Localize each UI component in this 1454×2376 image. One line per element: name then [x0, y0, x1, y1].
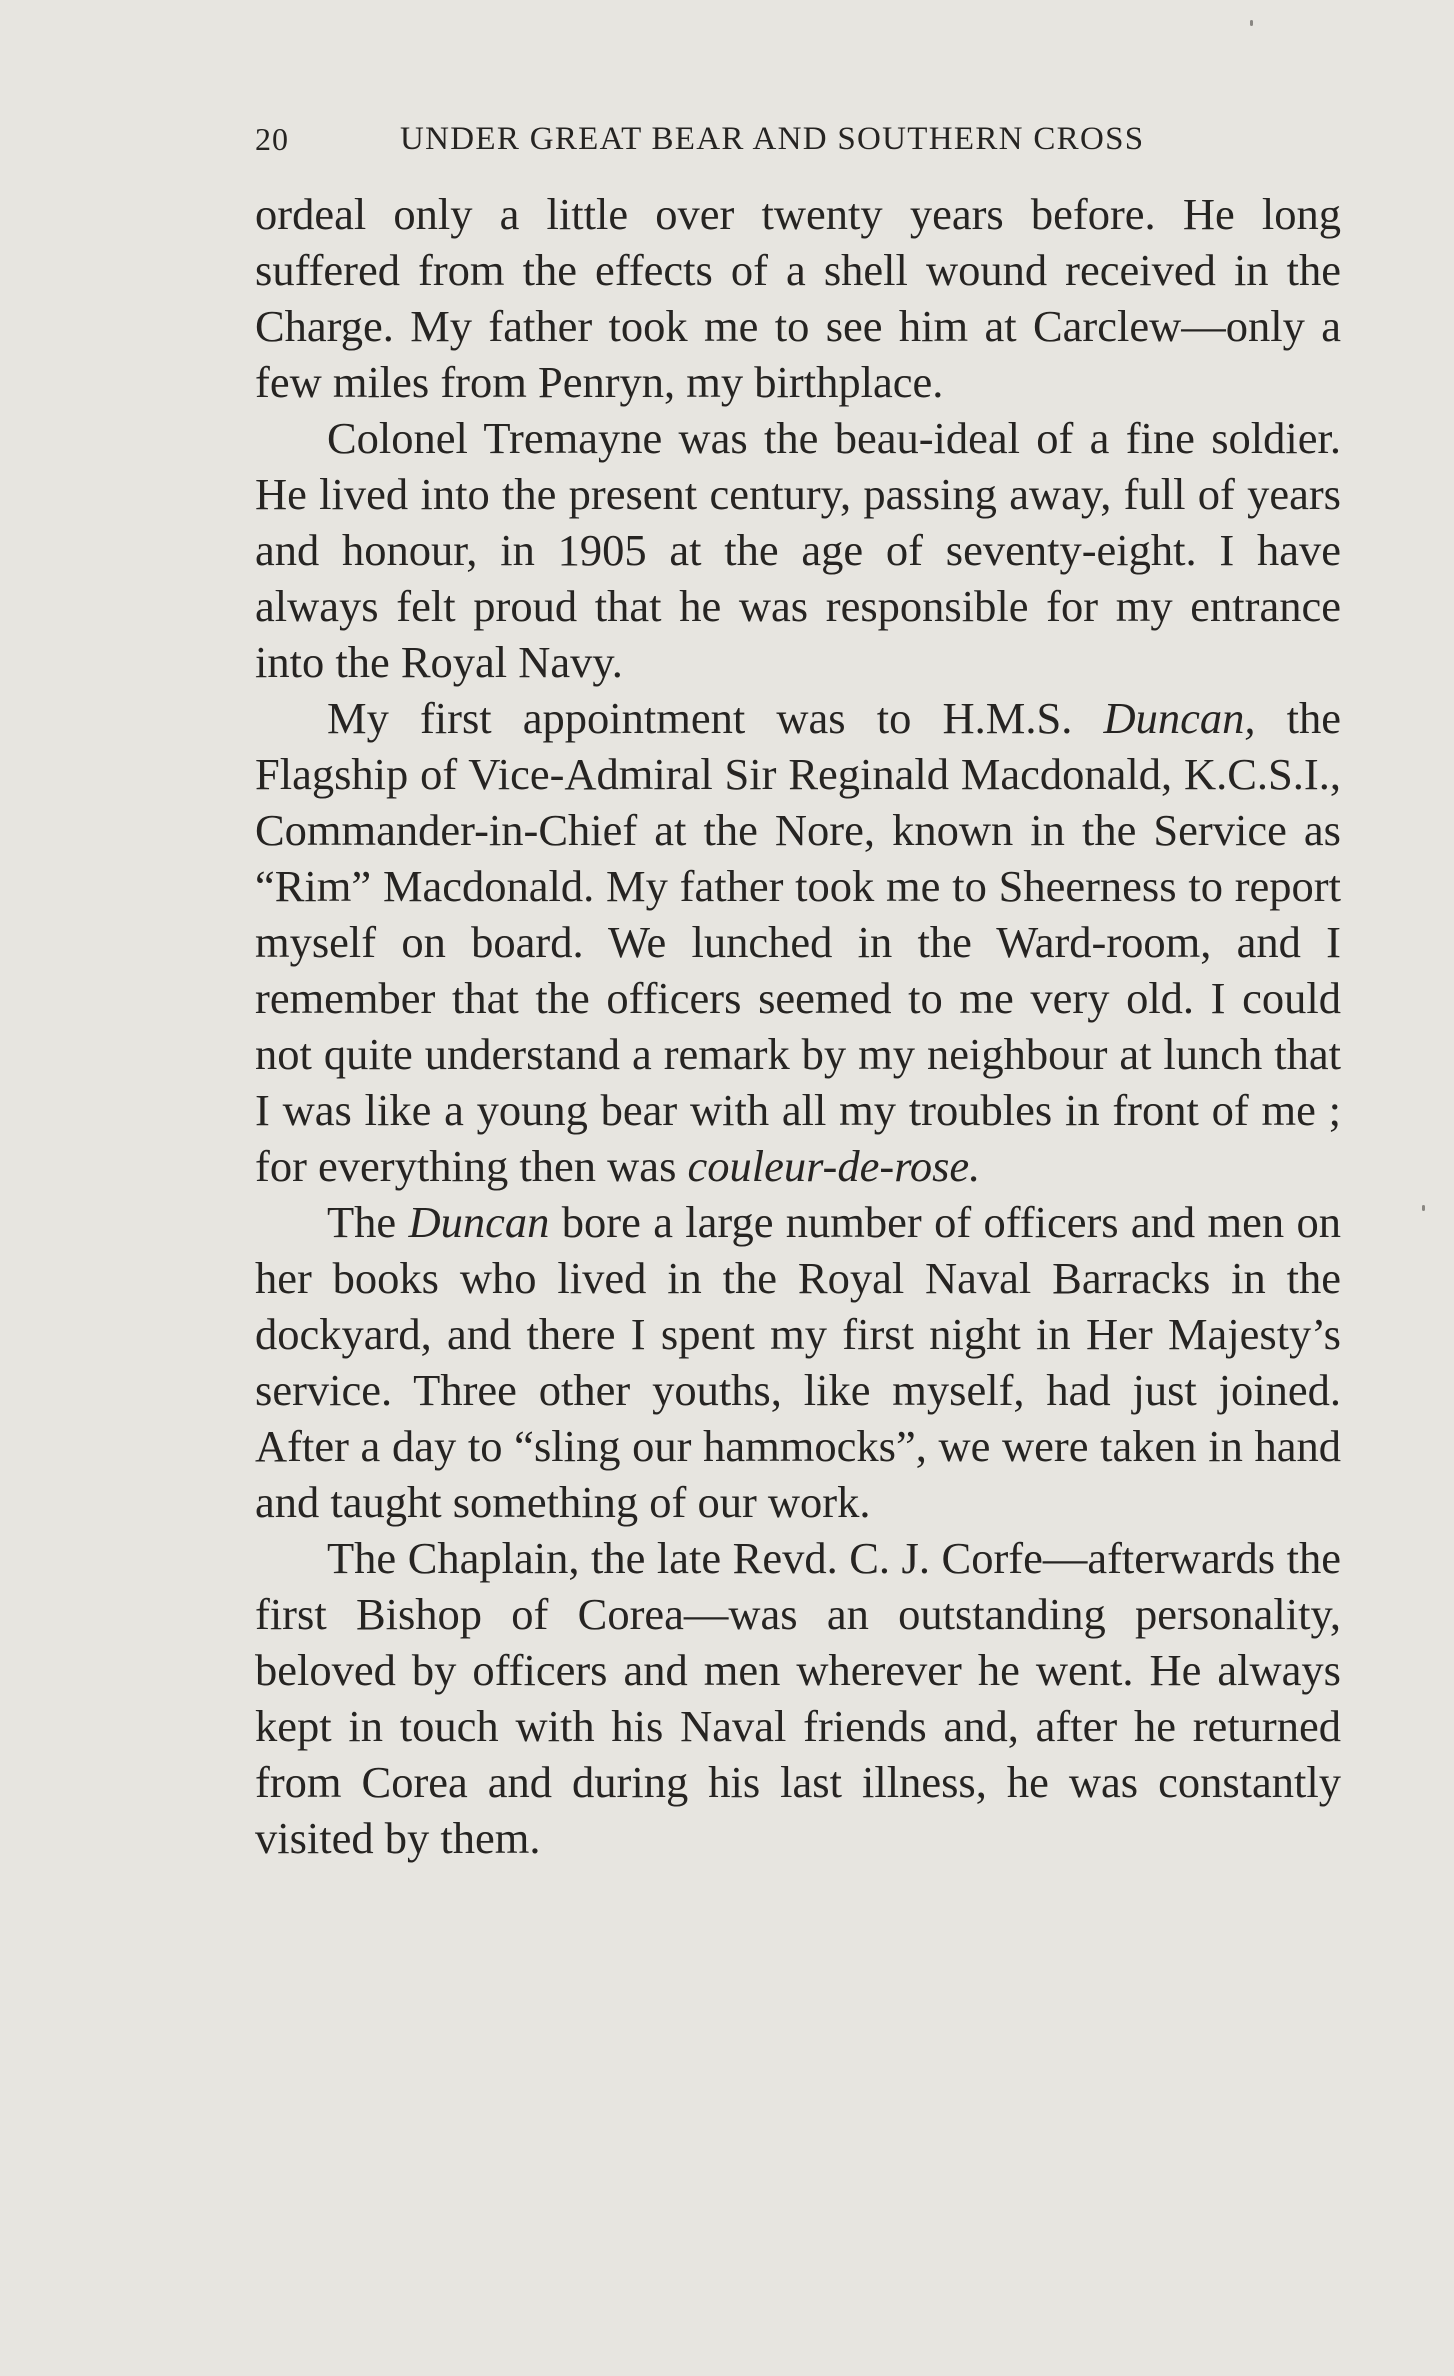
paragraph-5 — [255, 1530, 1341, 1866]
paragraph-4 — [255, 1194, 1341, 1530]
french-phrase-italic: couleur-de-rose. — [687, 1141, 981, 1191]
paragraph-3-text-middle: the Flagship of Vice-Admiral Sir Reginald Macdonald, K.C.S.I., Commander-in-Chief at the Nore, known in the Service as “Rim” Macdonald. My father took me to Sheerness to report myself on board. We lunched in the Ward-room, and I remember that the officers seemed to me very old. I could not quite understand a remark by my neighbour at lunch that I was like a young bear with all my troubles in front of me ; for everything then was — [255, 693, 1341, 1191]
paragraph-3 — [255, 690, 1341, 1194]
paragraph-1 — [255, 186, 1341, 410]
paragraph-4-text-end: bore a large number of officers and men on her books who lived in the Royal Naval Barracks in the dockyard, and there I spent my first night in Her Majesty’s service. Three other youths, like myself, had just joined. After a day to “sling our hammocks”, we were taken in hand and taught something of our work. — [255, 1197, 1341, 1527]
paragraph-1-text: ordeal only a little over twenty years before. He long suffered from the effects of a shell wound received in the Charge. My father took me to see him at Carclew—only a few miles from Penryn, my birthplace. — [255, 189, 1341, 407]
paper-fleck — [1250, 20, 1253, 26]
paragraph-2 — [255, 410, 1341, 690]
ship-name-italic: Duncan — [408, 1197, 550, 1247]
paragraph-4-text-start: The — [327, 1197, 409, 1247]
running-title: UNDER GREAT BEAR AND SOUTHERN CROSS — [400, 121, 1145, 157]
body-text — [255, 186, 1341, 1866]
paragraph-5-text: The Chaplain, the late Revd. C. J. Corfe—afterwards the first Bishop of Corea—was an outstanding personality, beloved by officers and men wherever he went. He always kept in touch with his Naval friends and, after he returned from Corea and during his last illness, he was constantly visited by them. — [255, 1533, 1341, 1863]
paper-fleck — [1422, 1205, 1425, 1211]
ship-name-italic: Duncan, — [1103, 693, 1256, 743]
page-number: 20 — [255, 121, 289, 157]
running-head — [255, 121, 1255, 161]
paragraph-3-text-start: My first appointment was to H.M.S. — [327, 693, 1104, 743]
paragraph-2-text: Colonel Tremayne was the beau-ideal of a fine soldier. He lived into the present century, passing away, full of years and honour, in 1905 at the age of seventy-eight. I have always felt proud that he was responsible for my entrance into the Royal Navy. — [255, 413, 1341, 687]
